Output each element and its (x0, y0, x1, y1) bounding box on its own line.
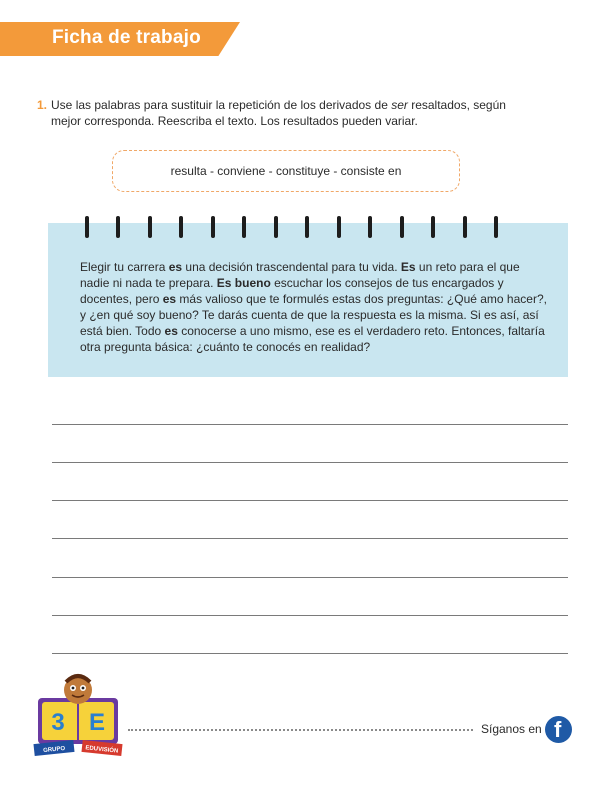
notebook-paragraph: Elegir tu carrera es una decisión trascendental para tu vida. Es un reto para el que nadie ni nada te prepara. Es bueno escuchar los consejos de tus encargados y docentes, pero es más valioso que te formulés estas dos preguntas: ¿Qué amo hacer?, y ¿en qué soy bueno? Te darás cuenta de que la respuesta es la misma. Si es así, así está bien. Todo es conocerse a uno mismo, ese es el verdadero reto. Entonces, faltaría otra pregunta básica: ¿cuánto te conocés en realidad? (80, 260, 547, 354)
spiral-ring (337, 216, 341, 238)
follow-us-text: Síganos en (481, 722, 542, 736)
logo-banner-right: EDUVISIÓN (85, 745, 119, 755)
writing-line[interactable] (52, 615, 568, 616)
spiral-ring (400, 216, 404, 238)
writing-line[interactable] (52, 500, 568, 501)
logo-letter-left: 3 (51, 709, 65, 736)
exercise-instruction (37, 97, 567, 129)
spiral-ring (431, 216, 435, 238)
logo-letter-right: E (88, 709, 106, 736)
writing-line[interactable] (52, 424, 568, 425)
instruction-emphasis: ser (391, 98, 408, 112)
writing-line[interactable] (52, 538, 568, 539)
spiral-ring (368, 216, 372, 238)
spiral-ring (463, 216, 467, 238)
writing-line[interactable] (52, 653, 568, 654)
page-title: Ficha de trabajo (52, 27, 201, 48)
logo-banner-left: GRUPO (42, 745, 66, 755)
instruction-text-b: resaltados, según (407, 98, 506, 112)
spiral-ring (274, 216, 278, 238)
facebook-glyph: f (554, 717, 562, 742)
spiral-ring (116, 216, 120, 238)
grupo-eduvision-logo (30, 668, 126, 764)
footer-dotted-divider (128, 729, 473, 731)
spiral-ring (148, 216, 152, 238)
spiral-rings (48, 216, 568, 242)
spiral-ring (211, 216, 215, 238)
spiral-ring (494, 216, 498, 238)
facebook-icon[interactable] (545, 716, 572, 743)
spiral-ring (179, 216, 183, 238)
instruction-text-a: Use las palabras para sustituir la repetición de los derivados de (51, 98, 392, 112)
instruction-line-2: mejor corresponda. Reescriba el texto. Los resultados pueden variar. (51, 114, 418, 128)
spiral-ring (85, 216, 89, 238)
word-bank-box: resulta - conviene - constituye - consiste en (112, 150, 460, 192)
spiral-ring (242, 216, 246, 238)
writing-line[interactable] (52, 577, 568, 578)
exercise-number: 1. (37, 98, 48, 112)
spiral-ring (305, 216, 309, 238)
writing-line[interactable] (52, 462, 568, 463)
